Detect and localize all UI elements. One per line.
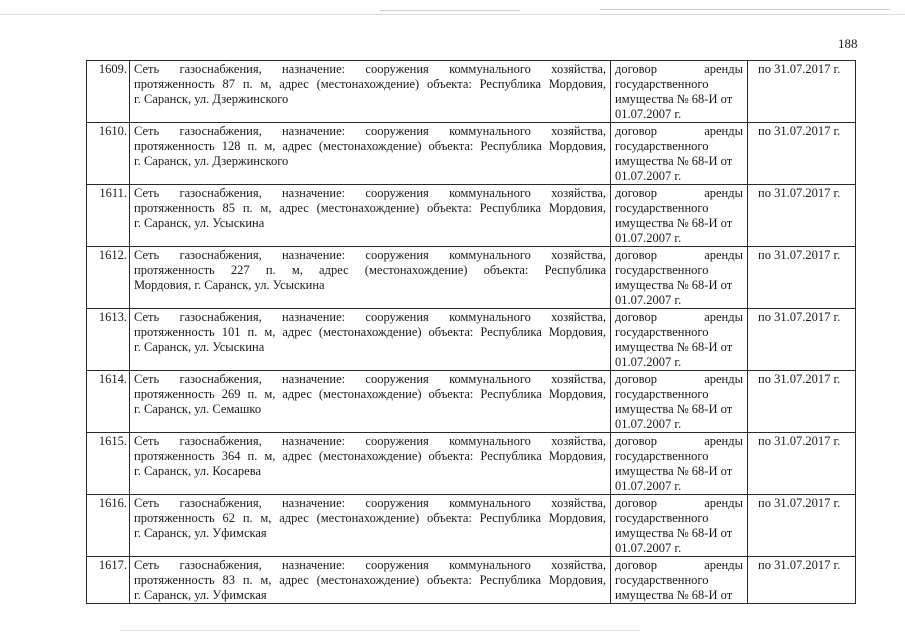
- object-description: Сеть газоснабжения, назначение: сооружения коммунального хозяйства, протяженность 269 п. м, адрес (местонахождение) объекта: Республика Мордовия, г. Саранск, ул. Семашко: [130, 371, 611, 433]
- row-number: 1610.: [87, 123, 130, 185]
- term: по 31.07.2017 г.: [748, 247, 856, 309]
- row-number: 1614.: [87, 371, 130, 433]
- term: по 31.07.2017 г.: [748, 433, 856, 495]
- table-row: [87, 61, 856, 123]
- object-description: Сеть газоснабжения, назначение: сооружения коммунального хозяйства, протяженность 364 п. м, адрес (местонахождение) объекта: Республика Мордовия, г. Саранск, ул. Косарева: [130, 433, 611, 495]
- object-description: Сеть газоснабжения, назначение: сооружения коммунального хозяйства, протяженность 62 п. м, адрес (местонахождение) объекта: Республика Мордовия, г. Саранск, ул. Уфимская: [130, 495, 611, 557]
- table-row: [87, 247, 856, 309]
- object-description: Сеть газоснабжения, назначение: сооружения коммунального хозяйства, протяженность 87 п. м, адрес (местонахождение) объекта: Республика Мордовия, г. Саранск, ул. Дзержинского: [130, 61, 611, 123]
- scan-noise-top: [0, 14, 905, 15]
- contract-basis: договор аренды государственного имущества № 68-И от 01.07.2007 г.: [611, 185, 748, 247]
- table-row: [87, 495, 856, 557]
- table-row: [87, 557, 856, 604]
- row-number: 1617.: [87, 557, 130, 604]
- term: по 31.07.2017 г.: [748, 309, 856, 371]
- scan-noise-bottom: [120, 630, 640, 631]
- contract-basis: договор аренды государственного имущества № 68-И от 01.07.2007 г.: [611, 371, 748, 433]
- contract-basis: договор аренды государственного имущества № 68-И от 01.07.2007 г.: [611, 123, 748, 185]
- table-row: [87, 185, 856, 247]
- term: по 31.07.2017 г.: [748, 557, 856, 604]
- object-description: Сеть газоснабжения, назначение: сооружения коммунального хозяйства, протяженность 227 п. м, адрес (местонахождение) объекта: Республика Мордовия, г. Саранск, ул. Усыскина: [130, 247, 611, 309]
- page-number: 188: [838, 36, 858, 51]
- row-number: 1609.: [87, 61, 130, 123]
- table-row: [87, 123, 856, 185]
- contract-basis: договор аренды государственного имущества № 68-И от 01.07.2007 г.: [611, 309, 748, 371]
- table-row: [87, 371, 856, 433]
- row-number: 1613.: [87, 309, 130, 371]
- object-description: Сеть газоснабжения, назначение: сооружения коммунального хозяйства, протяженность 85 п. м, адрес (местонахождение) объекта: Республика Мордовия, г. Саранск, ул. Усыскина: [130, 185, 611, 247]
- term: по 31.07.2017 г.: [748, 495, 856, 557]
- contract-basis: договор аренды государственного имущества № 68-И от 01.07.2007 г.: [611, 61, 748, 123]
- contract-basis: договор аренды государственного имущества № 68-И от: [611, 557, 748, 604]
- scan-noise-top-2: [380, 10, 520, 11]
- row-number: 1611.: [87, 185, 130, 247]
- row-number: 1616.: [87, 495, 130, 557]
- object-description: Сеть газоснабжения, назначение: сооружения коммунального хозяйства, протяженность 83 п. м, адрес (местонахождение) объекта: Республика Мордовия, г. Саранск, ул. Уфимская: [130, 557, 611, 604]
- contract-basis: договор аренды государственного имущества № 68-И от 01.07.2007 г.: [611, 247, 748, 309]
- term: по 31.07.2017 г.: [748, 371, 856, 433]
- object-description: Сеть газоснабжения, назначение: сооружения коммунального хозяйства, протяженность 128 п. м, адрес (местонахождение) объекта: Республика Мордовия, г. Саранск, ул. Дзержинского: [130, 123, 611, 185]
- contract-basis: договор аренды государственного имущества № 68-И от 01.07.2007 г.: [611, 495, 748, 557]
- row-number: 1612.: [87, 247, 130, 309]
- term: по 31.07.2017 г.: [748, 185, 856, 247]
- property-registry-table: [86, 60, 856, 604]
- term: по 31.07.2017 г.: [748, 61, 856, 123]
- object-description: Сеть газоснабжения, назначение: сооружения коммунального хозяйства, протяженность 101 п. м, адрес (местонахождение) объекта: Республика Мордовия, г. Саранск, ул. Усыскина: [130, 309, 611, 371]
- table-row: [87, 433, 856, 495]
- scan-noise-top-3: [600, 9, 890, 10]
- term: по 31.07.2017 г.: [748, 123, 856, 185]
- table-row: [87, 309, 856, 371]
- contract-basis: договор аренды государственного имущества № 68-И от 01.07.2007 г.: [611, 433, 748, 495]
- row-number: 1615.: [87, 433, 130, 495]
